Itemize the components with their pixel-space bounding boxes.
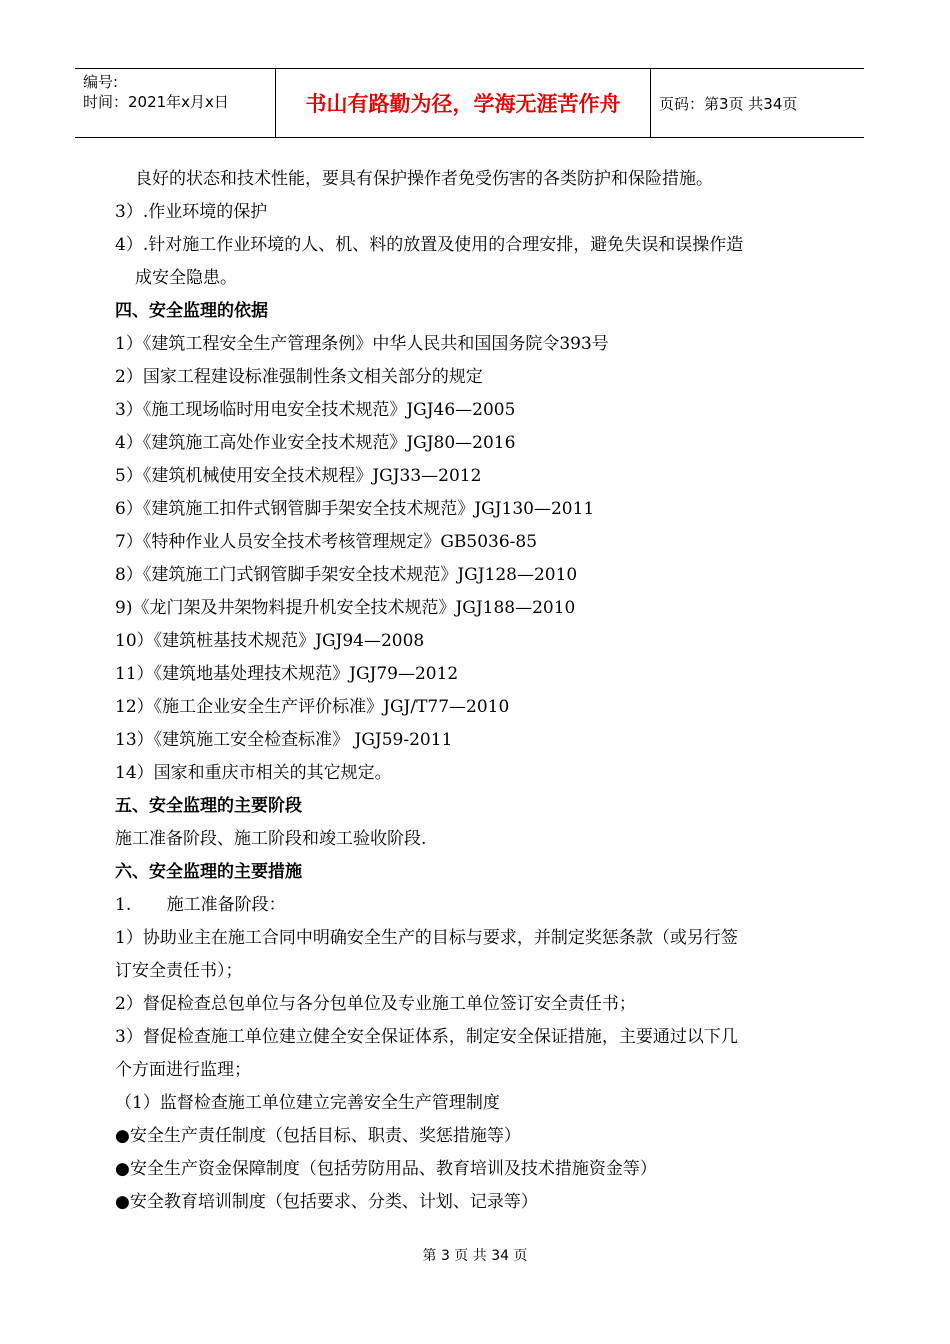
body-line: 5）《建筑机械使用安全技术规程》JGJ33—2012 <box>115 466 482 486</box>
body-line: 3）.作业环境的保护 <box>115 202 268 222</box>
body-line: 12）《施工企业安全生产评价标准》JGJ/T77—2010 <box>115 697 510 717</box>
body-line: 订安全责任书）； <box>115 961 243 981</box>
header-meta <box>75 69 276 137</box>
page-header <box>75 68 864 138</box>
body-line: 1）《建筑工程安全生产管理条例》中华人民共和国国务院令393号 <box>115 334 609 354</box>
body-line: 13）《建筑施工安全检查标准》 JGJ59-2011 <box>115 730 453 750</box>
body-line: 8）《建筑施工门式钢管脚手架安全技术规范》JGJ128—2010 <box>115 565 578 585</box>
body-line: 2）督促检查总包单位与各分包单位及专业施工单位签订安全责任书； <box>115 994 636 1014</box>
header-page-cell <box>651 69 864 137</box>
body-line: 11）《建筑地基处理技术规范》JGJ79—2012 <box>115 664 459 684</box>
body-line: 14）国家和重庆市相关的其它规定。 <box>115 763 392 783</box>
body-line: 2）国家工程建设标准强制性条文相关部分的规定 <box>115 367 483 387</box>
body-line: 4）.针对施工作业环境的人、机、料的放置及使用的合理安排，避免失误和误操作造 <box>115 235 744 255</box>
bullet-item: ●安全生产资金保障制度（包括劳防用品、教育培训及技术措施资金等） <box>115 1159 657 1179</box>
body-line: 1）协助业主在施工合同中明确安全生产的目标与要求，并制定奖惩条款（或另行签 <box>115 928 738 948</box>
body-line: 6）《建筑施工扣件式钢管脚手架安全技术规范》JGJ130—2011 <box>115 499 595 519</box>
document-number-label: 编号: <box>83 73 119 91</box>
body-line: 施工准备阶段、施工阶段和竣工验收阶段. <box>115 829 427 849</box>
body-line: 10）《建筑桩基技术规范》JGJ94—2008 <box>115 631 425 651</box>
section-heading: 五、安全监理的主要阶段 <box>115 796 302 816</box>
body-line: 3）督促检查施工单位建立健全安全保证体系，制定安全保证措施，主要通过以下几 <box>115 1027 738 1047</box>
section-heading: 四、安全监理的依据 <box>115 301 268 321</box>
bullet-item: ●安全教育培训制度（包括要求、分类、计划、记录等） <box>115 1192 538 1212</box>
header-motto-cell <box>276 69 651 137</box>
page-footer: 第 3 页 共 34 页 <box>422 1248 528 1264</box>
body-line: 4）《建筑施工高处作业安全技术规范》JGJ80—2016 <box>115 433 516 453</box>
body-line: （1）监督检查施工单位建立完善安全生产管理制度 <box>115 1093 500 1113</box>
section-heading: 六、安全监理的主要措施 <box>115 862 302 882</box>
body-line: 1. 施工准备阶段： <box>115 895 286 915</box>
body-line: 7）《特种作业人员安全技术考核管理规定》GB5036-85 <box>115 532 538 552</box>
header-page-number: 页码：第3页 共34页 <box>659 94 798 113</box>
body-line: 成安全隐患。 <box>135 268 237 288</box>
bullet-item: ●安全生产责任制度（包括目标、职责、奖惩措施等） <box>115 1126 521 1146</box>
document-time-label: 时间：2021年x月x日 <box>83 93 229 111</box>
header-motto: 书山有路勤为径，学海无涯苦作舟 <box>305 92 621 116</box>
body-line: 9)《龙门架及井架物料提升机安全技术规范》JGJ188—2010 <box>115 598 576 618</box>
body-line: 3）《施工现场临时用电安全技术规范》JGJ46—2005 <box>115 400 516 420</box>
body-line: 良好的状态和技术性能，要具有保护操作者免受伤害的各类防护和保险措施。 <box>135 169 713 189</box>
body-line: 个方面进行监理； <box>115 1060 251 1080</box>
document-body <box>115 163 835 1219</box>
